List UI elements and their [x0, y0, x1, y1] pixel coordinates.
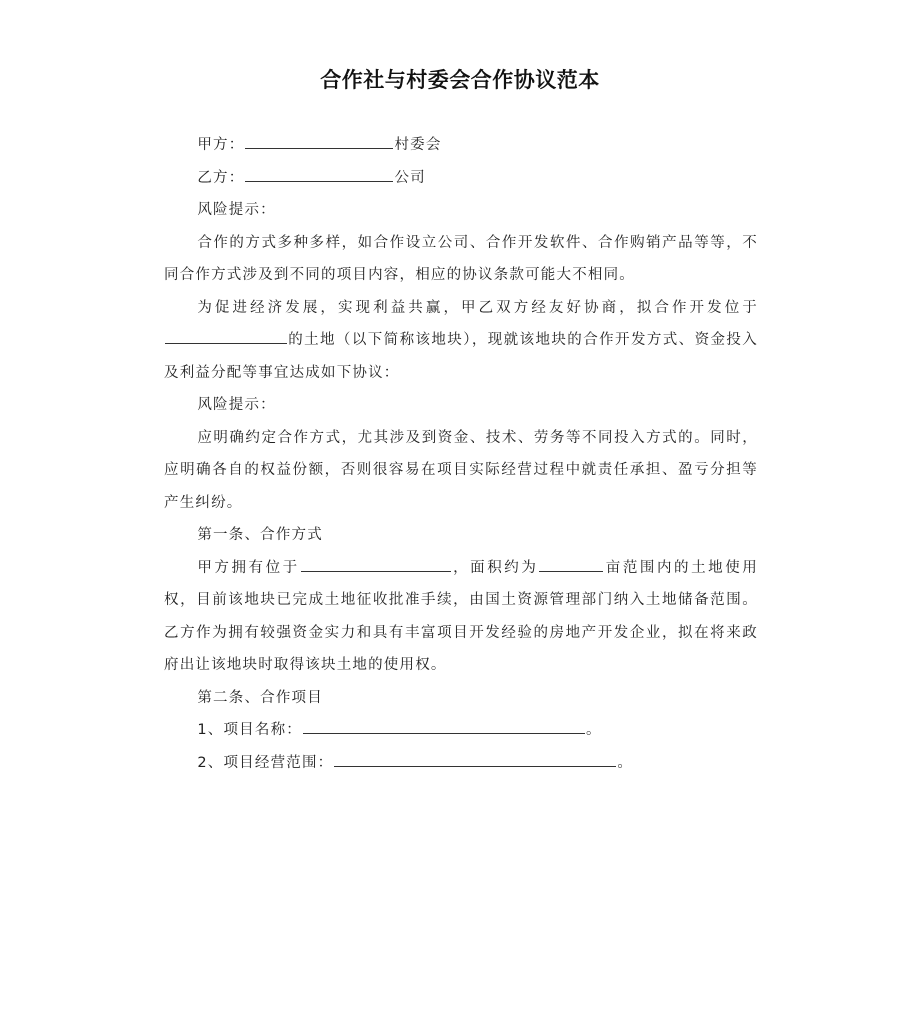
item-business-scope: [164, 747, 758, 780]
purpose-lead: 为促进经济发展，实现利益共赢，甲乙双方经友好协商，拟合作开发位于: [197, 299, 758, 316]
purpose-tail: 的土地（以下简称该地块），现就该地块的合作开发方式、资金投入及利益分配等事宜达成如下协议：: [164, 332, 758, 381]
location-blank: [165, 342, 287, 344]
party-b-line: [164, 162, 758, 195]
document-title: 合作社与村委会合作协议范本: [320, 68, 600, 92]
article-1-heading: 第一条、合作方式: [197, 527, 323, 543]
item-1-label: 1、项目名称：: [197, 722, 302, 738]
party-a-suffix: 村委会: [394, 137, 442, 153]
party-a-label: 甲方：: [197, 137, 245, 153]
business-scope-blank: [334, 765, 616, 767]
party-b-suffix: 公司: [394, 169, 426, 186]
item-2-end: 。: [617, 754, 634, 771]
paragraph-purpose: [164, 292, 758, 390]
land-area-blank: [539, 570, 603, 572]
land-lead: 甲方拥有位于: [197, 559, 300, 576]
land-tail: 亩范围内的土地使用权，目前该地块已完成土地征收批准手续，由国土资源管理部门纳入土地储备范围。乙方作为拥有较强资金实力和具有丰富项目开发经验的房地产开发企业，拟在将来政府出让该地块时取得该块土地的使用权。: [164, 559, 758, 673]
party-a-line: [164, 129, 758, 162]
article-2-heading: 第二条、合作项目: [197, 689, 323, 706]
item-project-name: [164, 714, 758, 747]
item-2-label: 2、项目经营范围：: [197, 754, 334, 771]
party-b-blank: [245, 180, 393, 182]
item-1-end: 。: [585, 722, 602, 738]
party-b-label: 乙方：: [197, 169, 245, 186]
land-mid: ，面积约为: [451, 559, 539, 576]
paragraph-risk-detail: 应明确约定合作方式，尤其涉及到资金、技术、劳务等不同投入方式的。同时，应明确各自的权益份额，否则很容易在项目实际经营过程中就责任承担、盈亏分担等产生纠纷。: [164, 429, 758, 511]
project-name-blank: [303, 732, 585, 734]
risk-tip-2: 风险提示：: [197, 397, 276, 413]
land-location-blank: [301, 570, 451, 572]
paragraph-land-use: [164, 552, 758, 682]
party-a-blank: [245, 147, 393, 149]
document-body: [164, 129, 758, 779]
risk-tip-1: 风险提示：: [197, 202, 276, 218]
paragraph-cooperation-modes: 合作的方式多种多样，如合作设立公司、合作开发软件、合作购销产品等等，不同合作方式涉及到不同的项目内容，相应的协议条款可能大不相同。: [164, 234, 758, 283]
